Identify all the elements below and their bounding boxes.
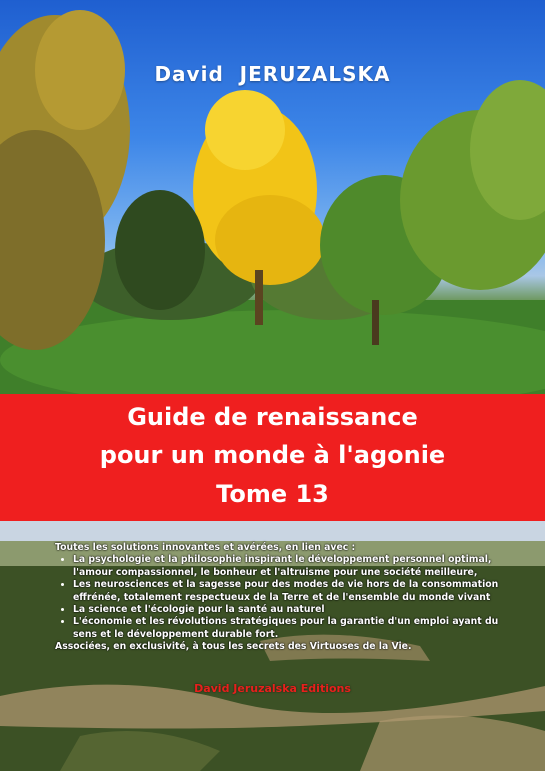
topic-item: • La science et l'écologie pour la santé au naturel: [73, 604, 525, 616]
author-name: David JERUZALSKA: [154, 62, 391, 86]
title-line-2: pour un monde à l'agonie: [99, 441, 446, 469]
topic-item: • La psychologie et la philosophie inspirant le développement personnel optimal, l'amour compassionnel, le bonheur et l'altruisme pour une société meilleure,: [73, 554, 525, 579]
publisher-name: David Jeruzalska Editions: [194, 682, 351, 695]
description-block: [55, 542, 525, 654]
topic-list: [55, 554, 525, 641]
title-line-1: Guide de renaissance: [127, 403, 418, 431]
topic-item: • Les neurosciences et la sagesse pour des modes de vie hors de la consommation effrénée, totalement respectueux de la Terre et de l'ensemble du monde vivant: [73, 579, 525, 604]
description-closing: Associées, en exclusivité, à tous les secrets des Virtuoses de la Vie.: [55, 641, 412, 653]
title-band: [0, 394, 545, 521]
volume-label: Tome 13: [216, 480, 329, 508]
topic-item: • L'économie et les révolutions stratégiques pour la garantie d'un emploi ayant du sens et le développement durable fort.: [73, 616, 525, 641]
description-intro: Toutes les solutions innovantes et avérées, en lien avec :: [55, 542, 356, 553]
